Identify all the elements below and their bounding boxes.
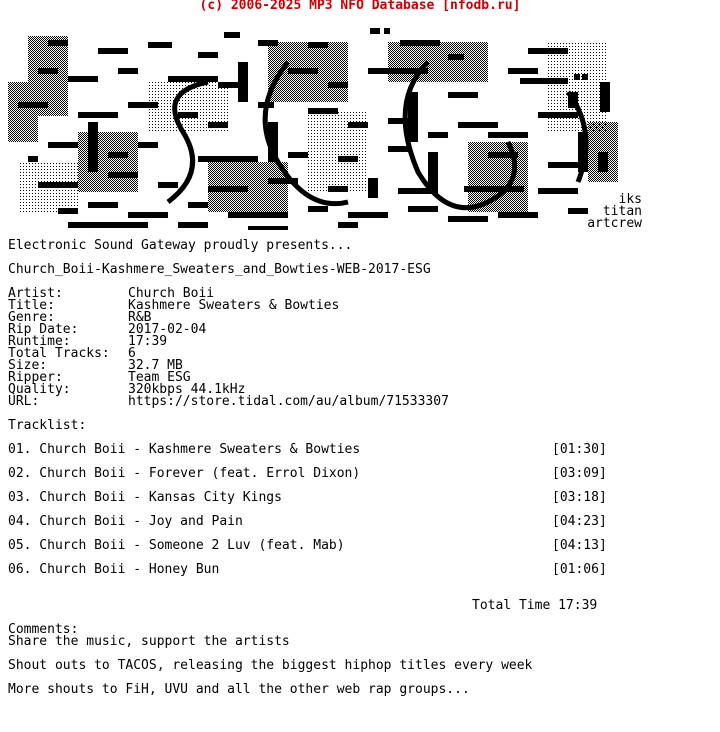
info-value-title: Kashmere Sweaters & Bowties bbox=[128, 298, 340, 313]
info-value-artist: Church Boii bbox=[128, 286, 215, 301]
release-name: Church_Boii-Kashmere_Sweaters_and_Bowties-WEB-2017-ESG bbox=[8, 262, 431, 277]
info-label-total-tracks: Total Tracks: bbox=[8, 346, 110, 361]
track-title: 01. Church Boii - Kashmere Sweaters & Bowties bbox=[8, 442, 361, 457]
info-label-artist: Artist: bbox=[8, 286, 63, 301]
track-title: 03. Church Boii - Kansas City Kings bbox=[8, 490, 282, 505]
total-time: Total Time 17:39 bbox=[472, 598, 598, 613]
art-credit: iks bbox=[618, 192, 642, 207]
track-duration: [03:09] bbox=[552, 466, 607, 481]
info-label-title: Title: bbox=[8, 298, 55, 313]
track-title: 04. Church Boii - Joy and Pain bbox=[8, 514, 243, 529]
track-duration: [01:30] bbox=[552, 442, 607, 457]
track-title: 06. Church Boii - Honey Bun bbox=[8, 562, 220, 577]
track-duration: [04:13] bbox=[552, 538, 607, 553]
track-duration: [04:23] bbox=[552, 514, 607, 529]
info-value-total-tracks: 6 bbox=[128, 346, 136, 361]
track-title: 05. Church Boii - Someone 2 Luv (feat. Mab) bbox=[8, 538, 345, 553]
art-credit: artcrew bbox=[587, 216, 642, 231]
info-label-quality: Quality: bbox=[8, 382, 71, 397]
info-label-genre: Genre: bbox=[8, 310, 55, 325]
comments-label: Comments: bbox=[8, 622, 79, 637]
esg-ascii-logo bbox=[8, 22, 648, 232]
info-label-size: Size: bbox=[8, 358, 48, 373]
site-header[interactable]: (c) 2006-2025 MP3 NFO Database [nfodb.ru] bbox=[199, 0, 521, 13]
info-value-rip-date: 2017-02-04 bbox=[128, 322, 207, 337]
track-duration: [03:18] bbox=[552, 490, 607, 505]
track-title: 02. Church Boii - Forever (feat. Errol Dixon) bbox=[8, 466, 361, 481]
info-value-ripper: Team ESG bbox=[128, 370, 191, 385]
info-value-runtime: 17:39 bbox=[128, 334, 168, 349]
info-label-url: URL: bbox=[8, 394, 40, 409]
info-label-runtime: Runtime: bbox=[8, 334, 71, 349]
ascii-art-credits bbox=[587, 194, 642, 230]
info-value-genre: R&B bbox=[128, 310, 152, 325]
info-value-url: https://store.tidal.com/au/album/71533307 bbox=[128, 394, 449, 409]
info-value-size: 32.7 MB bbox=[128, 358, 183, 373]
art-credit: titan bbox=[602, 204, 642, 219]
tracklist-label: Tracklist: bbox=[8, 418, 87, 433]
info-label-rip-date: Rip Date: bbox=[8, 322, 79, 337]
comment-line: Shout outs to TACOS, releasing the biggest hiphop titles every week bbox=[8, 658, 533, 673]
info-label-ripper: Ripper: bbox=[8, 370, 63, 385]
info-value-quality: 320kbps 44.1kHz bbox=[128, 382, 246, 397]
track-duration: [01:06] bbox=[552, 562, 607, 577]
comment-line: More shouts to FiH, UVU and all the other web rap groups... bbox=[8, 682, 470, 697]
comment-line: Share the music, support the artists bbox=[8, 634, 290, 649]
intro-line: Electronic Sound Gateway proudly presents... bbox=[8, 238, 353, 253]
